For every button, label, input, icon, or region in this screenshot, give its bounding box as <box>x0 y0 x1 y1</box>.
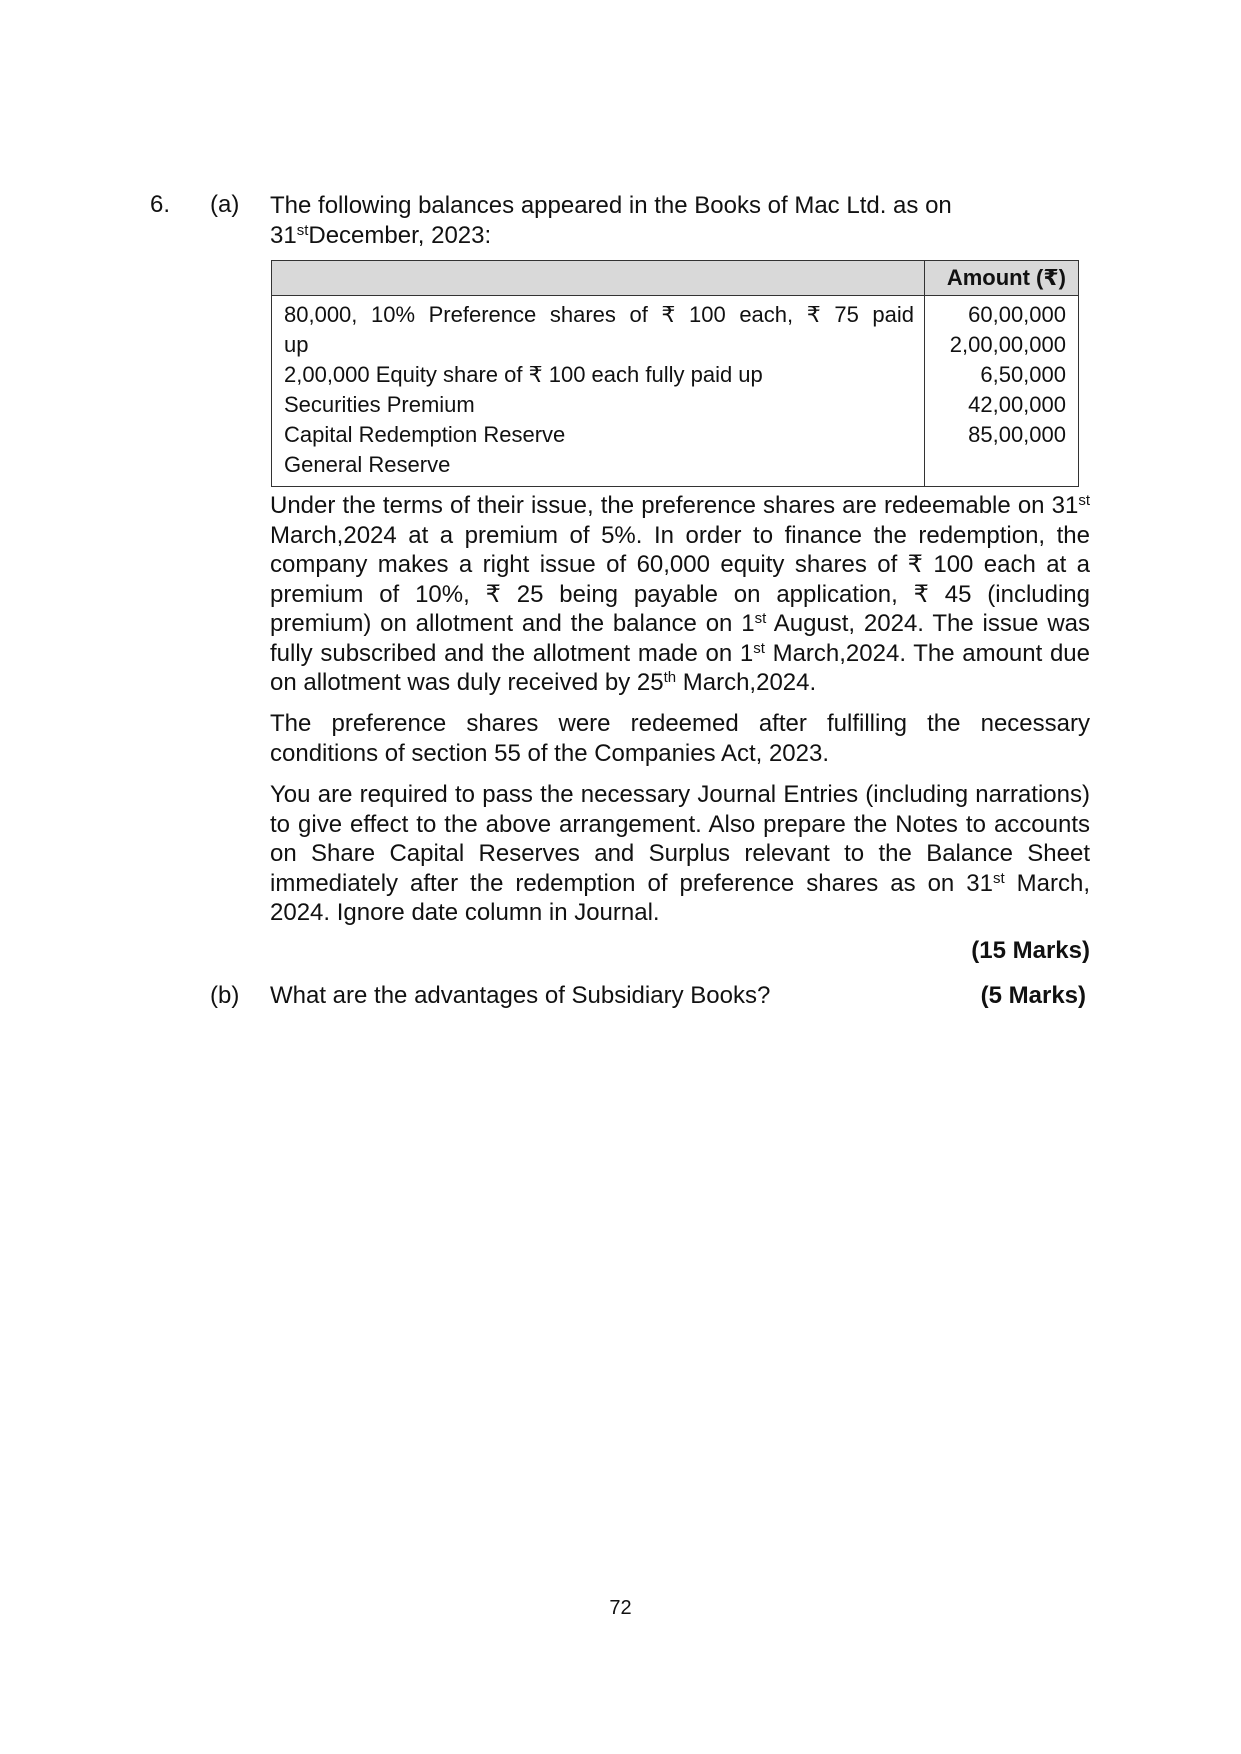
para1-text: March,2024. <box>676 669 817 696</box>
para1-text: Under the terms of their issue, the preference shares are redeemable on <box>270 492 1045 519</box>
amount-header: Amount (₹) <box>925 261 1079 296</box>
para1-sup: st <box>1078 491 1090 509</box>
para3-sup: st <box>992 869 1005 887</box>
part-b-label: (b) <box>210 982 240 1009</box>
description-header <box>272 261 925 296</box>
intro-date-rest: December, 2023: <box>308 221 492 249</box>
para1-text: 31 <box>1051 492 1079 519</box>
para1-sup: st <box>753 639 765 657</box>
part-b-marks: (5 Marks) <box>980 982 1086 1009</box>
amount-value: 6,50,000 <box>980 362 1066 387</box>
para3-text: March, 2024. Ignore date column in Journal. <box>270 869 1090 926</box>
description-cell <box>272 296 925 487</box>
amount-value: 60,00,000 <box>968 302 1066 327</box>
table-header-row <box>272 261 1079 296</box>
amount-value: 2,00,00,000 <box>949 332 1066 357</box>
part-a-intro <box>270 191 1090 250</box>
paragraph-requirement <box>270 780 1090 928</box>
para1-text: March,2024. The amount due on allotment was duly received by 25 <box>270 639 1090 696</box>
description-line: Capital Redemption Reserve <box>284 422 566 447</box>
para1-text: March,2024 at a premium of 5%. In order to finance the redemption, the company makes a right issue of 60,000 equity shares of ₹ 100 each at a premium of 10%, ₹ 25 being payable on application, ₹ 45 (including premium) on allotment and the balance on 1 <box>270 521 1090 637</box>
amount-cell <box>925 296 1079 487</box>
page-number: 72 <box>609 1597 632 1619</box>
table-body-row <box>272 296 1079 487</box>
description-line: 2,00,000 Equity share of ₹ 100 each fully paid up <box>284 362 763 387</box>
paragraph-terms <box>270 491 1090 698</box>
para1-sup: th <box>663 668 677 686</box>
description-line: General Reserve <box>284 452 451 477</box>
amount-value: 42,00,000 <box>968 392 1066 417</box>
amount-value: 85,00,000 <box>968 422 1066 447</box>
question-number: 6. <box>150 191 171 218</box>
para1-text: August, 2024. The issue was fully subscribed and the allotment made on 1 <box>270 610 1090 667</box>
description-line: 80,000, 10% Preference shares of ₹ 100 each, ₹ 75 paid <box>284 302 914 327</box>
part-a-label: (a) <box>210 191 240 218</box>
balances-table <box>271 260 1079 487</box>
part-a-marks: (15 Marks) <box>971 937 1090 964</box>
paragraph-redemption: The preference shares were redeemed after fulfilling the necessary conditions of section 55 of the Companies Act, 2023. <box>270 710 1090 767</box>
para1-sup: st <box>754 609 767 627</box>
description-line: Securities Premium <box>284 392 475 417</box>
description-line: up <box>284 332 309 357</box>
intro-text: The following balances appeared in the Books of Mac Ltd. as on <box>270 192 952 219</box>
intro-date-day: 31 <box>270 221 297 249</box>
part-b-question: What are the advantages of Subsidiary Books? <box>270 982 771 1009</box>
para3-text: You are required to pass the necessary Journal Entries (including narrations) to give effect to the above arrangement. Also prepare the Notes to accounts on Share Capital Reserves and Surplus relevant to the Balance Sheet immediately after the redemption of preference shares as on 31 <box>270 781 1090 897</box>
intro-date-sup: st <box>296 221 309 239</box>
